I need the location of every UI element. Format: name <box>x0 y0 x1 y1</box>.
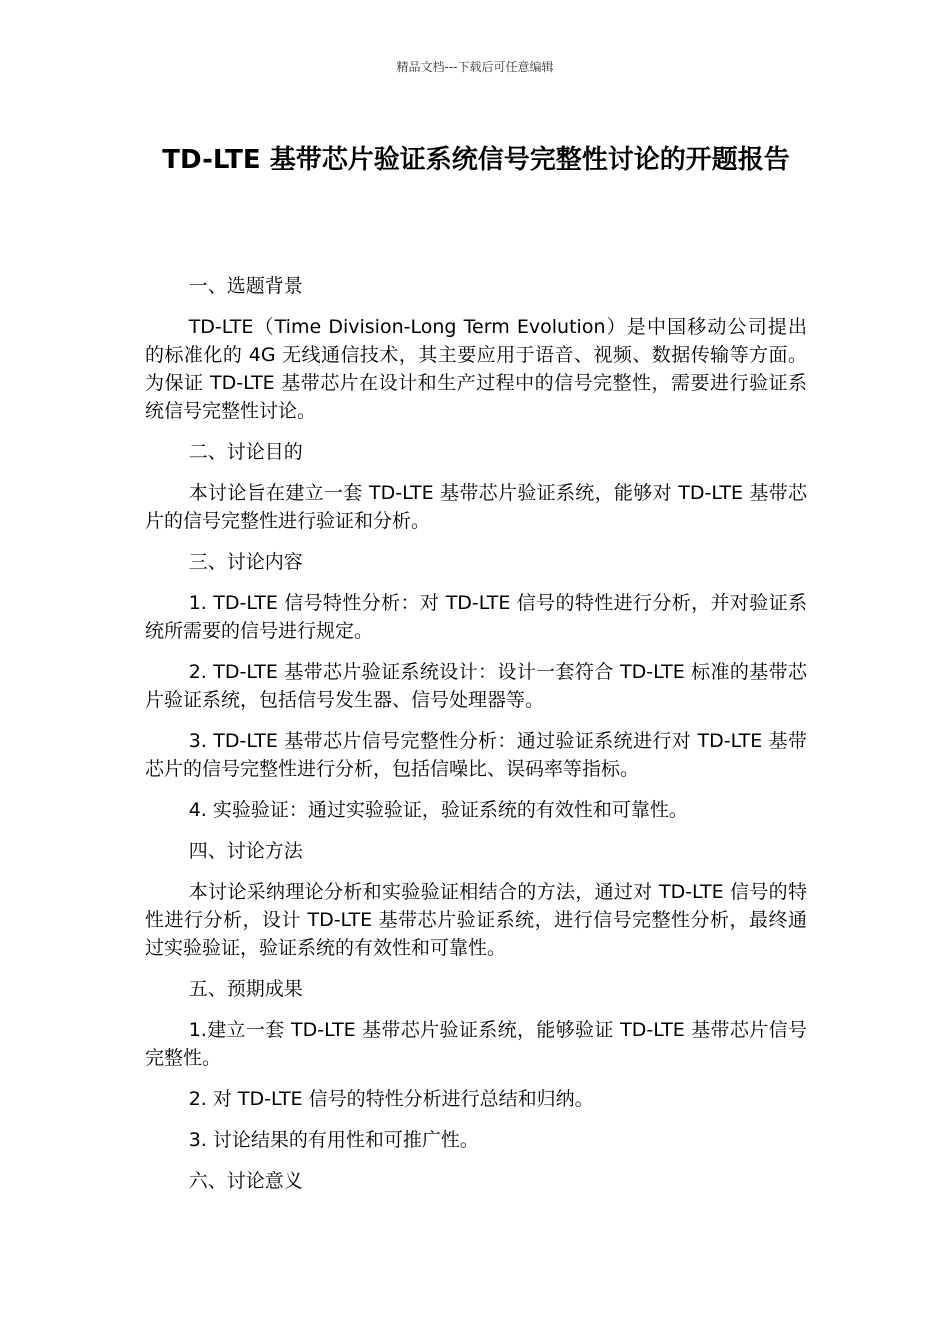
section-heading-content: 三、讨论内容 <box>188 551 303 573</box>
list-item: 3. TD-LTE 基带芯片信号完整性分析：通过验证系统进行对 TD-LTE 基带芯片的信号完整性进行分析，包括信噪比、误码率等指标。 <box>145 730 807 780</box>
list-item: 1.建立一套 TD-LTE 基带芯片验证系统，能够验证 TD-LTE 基带芯片信号完整性。 <box>145 1019 807 1069</box>
section-heading-outcomes: 五、预期成果 <box>188 978 303 1000</box>
section-heading-purpose: 二、讨论目的 <box>188 441 303 463</box>
paragraph-purpose: 本讨论旨在建立一套 TD-LTE 基带芯片验证系统，能够对 TD-LTE 基带芯片的信号完整性进行验证和分析。 <box>145 482 807 532</box>
section-heading-method: 四、讨论方法 <box>188 840 303 862</box>
paragraph-background: TD-LTE（Time Division-Long Term Evolution）是中国移动公司提出的标准化的 4G 无线通信技术，其主要应用于语音、视频、数据传输等方面。为保证 TD-LTE 基带芯片在设计和生产过程中的信号完整性，需要进行验证系统信号完整性讨论。 <box>145 316 807 422</box>
section-heading-significance: 六、讨论意义 <box>188 1170 303 1192</box>
list-item: 2. 对 TD-LTE 信号的特性分析进行总结和归纳。 <box>188 1088 594 1110</box>
list-item: 4. 实验验证：通过实验验证，验证系统的有效性和可靠性。 <box>188 799 688 821</box>
document-title: TD-LTE 基带芯片验证系统信号完整性讨论的开题报告 <box>162 145 790 175</box>
list-item: 3. 讨论结果的有用性和可推广性。 <box>188 1129 479 1151</box>
section-heading-background: 一、选题背景 <box>188 275 303 297</box>
list-item: 1. TD-LTE 信号特性分析：对 TD-LTE 信号的特性进行分析，并对验证系统所需要的信号进行规定。 <box>145 592 807 642</box>
header-note: 精品文档---下载后可任意编辑 <box>396 60 554 74</box>
paragraph-method: 本讨论采纳理论分析和实验验证相结合的方法，通过对 TD-LTE 信号的特性进行分析，设计 TD-LTE 基带芯片验证系统，进行信号完整性分析，最终通过实验验证，验证系统的有效性和可靠性。 <box>145 881 807 959</box>
document-body <box>145 272 807 1208</box>
list-item: 2. TD-LTE 基带芯片验证系统设计：设计一套符合 TD-LTE 标准的基带芯片验证系统，包括信号发生器、信号处理器等。 <box>145 661 807 711</box>
